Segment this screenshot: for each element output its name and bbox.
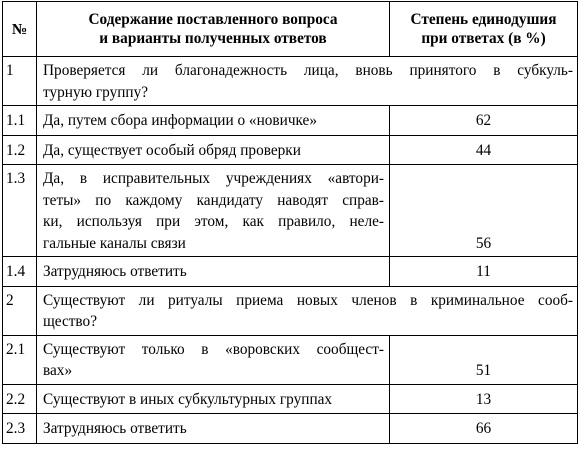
answer-text	[37, 414, 390, 444]
text-line: щество?	[43, 313, 97, 330]
question-row	[3, 57, 578, 106]
text-line: ки, используя при этом, как правило, неле-	[43, 213, 384, 230]
row-number: 1.4	[3, 257, 37, 287]
header-content	[37, 2, 390, 57]
agreement-percent: 66	[390, 414, 578, 444]
survey-table	[2, 1, 578, 444]
answer-row	[3, 335, 578, 384]
text-line: Да, путем сбора информации о «новичке»	[43, 112, 317, 129]
row-number: 1.3	[3, 165, 37, 257]
text-line: Затрудняюсь ответить	[43, 263, 187, 280]
answer-row	[3, 384, 578, 414]
row-number: 2	[3, 286, 37, 335]
agreement-percent: 51	[390, 335, 578, 384]
row-number: 1.1	[3, 106, 37, 136]
answer-text	[37, 165, 390, 257]
agreement-percent: 62	[390, 106, 578, 136]
answer-text	[37, 335, 390, 384]
text-line: Проверяется ли благонадежность лица, вновь принятого в субкуль-	[43, 62, 573, 79]
text-line: Существуют только в «воровских сообщест-	[43, 340, 384, 358]
answer-row	[3, 165, 578, 257]
text-line: Да, существует особый обряд проверки	[43, 141, 301, 159]
agreement-percent: 11	[390, 257, 578, 287]
row-number: 2.2	[3, 384, 37, 414]
text-line: Да, в исправительных учреждениях «автори-	[43, 170, 384, 187]
text-line: Существуют ли ритуалы приема новых членов в криминальное сооб-	[43, 291, 573, 309]
header-degree-line: Степень единодушия	[410, 11, 557, 28]
question-text	[37, 286, 578, 335]
answer-row	[3, 135, 578, 165]
header-degree	[390, 2, 578, 57]
row-number: 1.2	[3, 135, 37, 165]
table-body	[3, 57, 578, 444]
text-line: Затрудняюсь ответить	[43, 420, 187, 437]
header-number	[3, 2, 37, 57]
text-line: теты» по каждому кандидату наводят справ-	[43, 191, 384, 209]
agreement-percent: 13	[390, 384, 578, 414]
question-row	[3, 286, 578, 335]
answer-row	[3, 106, 578, 136]
answer-text	[37, 106, 390, 136]
text-line: Существуют в иных субкультурных группах	[43, 390, 333, 408]
answer-text	[37, 257, 390, 287]
answer-text	[37, 384, 390, 414]
header-degree-line: при ответах (в %)	[421, 30, 546, 47]
text-line: гальные каналы связи	[43, 234, 186, 252]
question-text	[37, 57, 578, 106]
header-content-line: Содержание поставленного вопроса	[88, 11, 338, 28]
row-number: 2.1	[3, 335, 37, 384]
header-row	[3, 2, 578, 57]
header-number-label: №	[11, 20, 28, 38]
answer-text	[37, 135, 390, 165]
row-number: 1	[3, 57, 37, 106]
agreement-percent: 44	[390, 135, 578, 165]
answer-row	[3, 257, 578, 287]
table-header	[3, 2, 578, 57]
text-line: вах»	[43, 362, 73, 379]
text-line: турную группу?	[43, 83, 149, 101]
answer-row	[3, 414, 578, 444]
agreement-percent: 56	[390, 165, 578, 257]
header-content-line: и варианты полученных ответов	[99, 30, 327, 47]
row-number: 2.3	[3, 414, 37, 444]
